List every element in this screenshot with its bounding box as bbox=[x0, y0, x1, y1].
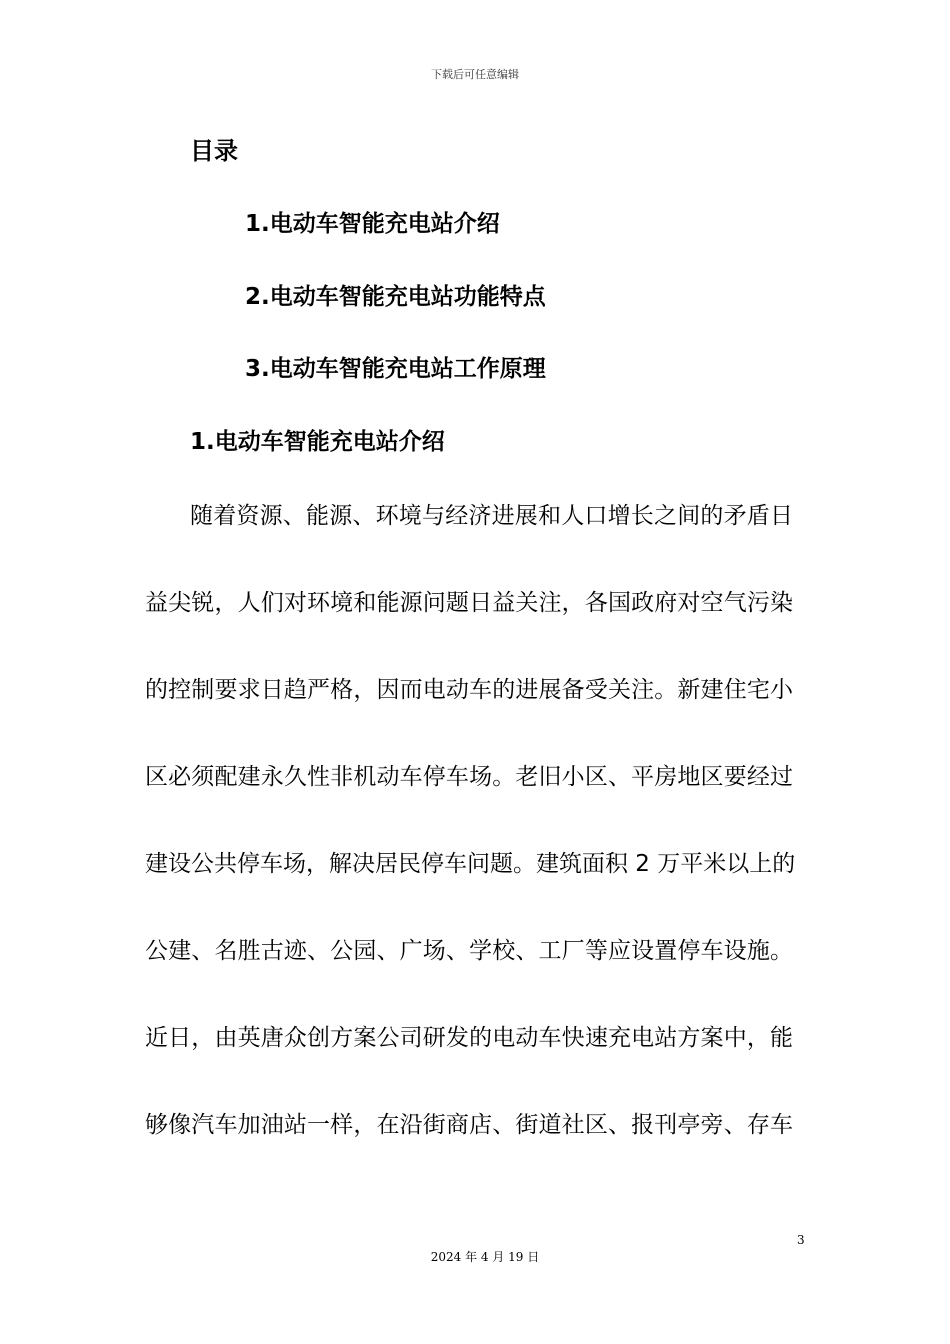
page-header: 下载后可任意编辑 bbox=[431, 68, 519, 81]
paragraph-line: 够像汽车加油站一样，在沿街商店、街道社区、报刊亭旁、存车 bbox=[145, 1112, 793, 1138]
paragraph-line: 公建、名胜古迹、公园、广场、学校、工厂等应设置停车设施。 bbox=[145, 938, 793, 964]
page-footer-date: 2024 年 4 月 19 日 bbox=[430, 1250, 540, 1264]
toc-item-1[interactable]: 1.电动车智能充电站介绍 bbox=[245, 211, 500, 237]
paragraph-line: 随着资源、能源、环境与经济进展和人口增长之间的矛盾日 bbox=[190, 503, 793, 529]
page-number: 3 bbox=[797, 1233, 805, 1247]
toc-item-3[interactable]: 3.电动车智能充电站工作原理 bbox=[245, 356, 546, 382]
toc-title: 目录 bbox=[190, 137, 238, 165]
section-heading: 1.电动车智能充电站介绍 bbox=[190, 429, 445, 455]
paragraph-line: 益尖锐，人们对环境和能源问题日益关注，各国政府对空气污染 bbox=[145, 590, 793, 616]
paragraph-line: 近日，由英唐众创方案公司研发的电动车快速充电站方案中，能 bbox=[145, 1025, 793, 1051]
toc-item-2[interactable]: 2.电动车智能充电站功能特点 bbox=[245, 284, 546, 310]
paragraph-line: 建设公共停车场，解决居民停车问题。建筑面积 2 万平米以上的 bbox=[145, 851, 796, 877]
paragraph-line: 的控制要求日趋严格，因而电动车的进展备受关注。新建住宅小 bbox=[145, 677, 793, 703]
paragraph-line: 区必须配建永久性非机动车停车场。老旧小区、平房地区要经过 bbox=[145, 764, 793, 790]
